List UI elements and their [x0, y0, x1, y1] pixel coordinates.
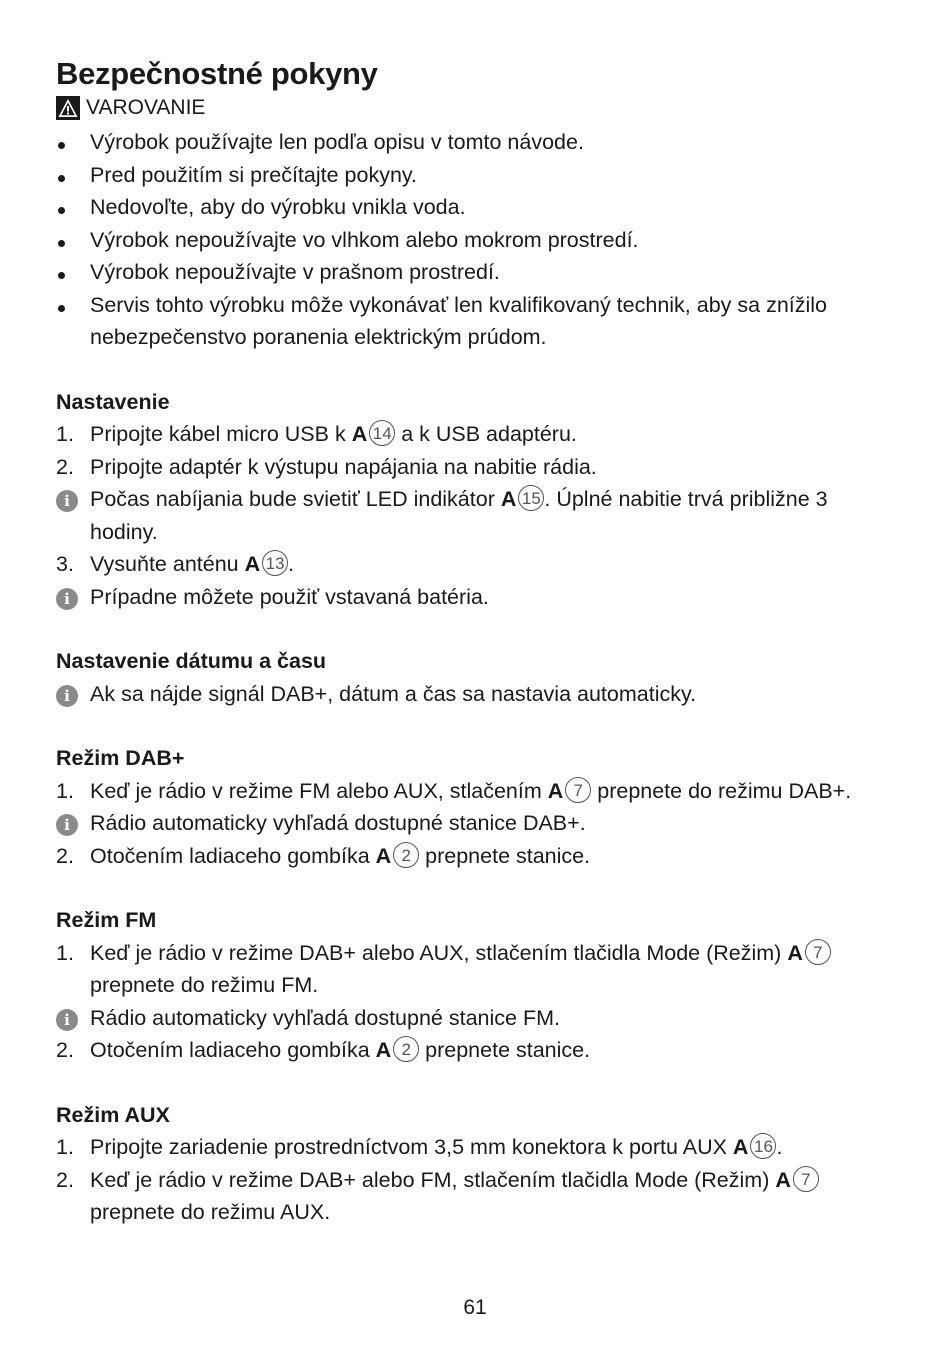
- section-title: Režim FM: [56, 908, 157, 932]
- text-run: Prípadne môžete použiť vstavaná batéria.: [90, 584, 489, 609]
- line-text: [90, 418, 896, 451]
- info-marker: [56, 581, 90, 614]
- circled-number: 7: [805, 939, 831, 965]
- figure-ref: A: [732, 1135, 749, 1159]
- step-item: [56, 548, 896, 581]
- circled-number: 16: [750, 1133, 776, 1159]
- info-marker: [56, 678, 90, 711]
- text-run: a k USB adaptéru.: [395, 422, 577, 446]
- info-marker: [56, 1002, 90, 1035]
- bullet-marker: [56, 159, 90, 192]
- line-text: [90, 678, 896, 711]
- step-item: [56, 451, 896, 484]
- warning-item-text: Pred použitím si prečítajte pokyny.: [90, 162, 418, 187]
- document-page: [56, 56, 896, 1229]
- text-run: Keď je rádio v režime DAB+ alebo AUX, stlačením tlačidla Mode (Režim): [90, 940, 788, 965]
- bullet-dot: [58, 272, 65, 279]
- text-run: Rádio automaticky vyhľadá dostupné stanice DAB+.: [90, 811, 586, 835]
- bullet-marker: [56, 256, 90, 289]
- warning-item: [56, 256, 896, 289]
- info-icon: i: [56, 588, 78, 610]
- text-run: Rádio automaticky vyhľadá dostupné stanice FM.: [90, 1005, 560, 1030]
- text-run: Vysuňte anténu: [90, 552, 245, 576]
- text-run: prepnete do režimu AUX.: [90, 1200, 331, 1224]
- circled-number: 2: [393, 842, 419, 868]
- warning-item: [56, 159, 896, 192]
- line-text: [90, 775, 896, 808]
- section-title: Nastavenie dátumu a času: [56, 649, 327, 673]
- info-icon: i: [56, 1009, 78, 1031]
- text-run: prepnete do režimu FM.: [90, 973, 319, 997]
- line-text: [90, 548, 896, 581]
- step-item: [56, 840, 896, 873]
- warning-label: VAROVANIE: [86, 96, 206, 119]
- line-text: [90, 937, 896, 1002]
- text-run: .: [776, 1135, 783, 1159]
- step-item: [56, 775, 896, 808]
- figure-ref: A: [351, 422, 368, 446]
- text-run: Ak sa nájde signál DAB+, dátum a čas sa nastavia automaticky.: [90, 681, 697, 706]
- text-run: Pripojte adaptér k výstupu napájania na nabitie rádia.: [90, 454, 597, 479]
- line-text: [90, 1002, 896, 1035]
- warning-item: [56, 191, 896, 224]
- figure-ref: A: [547, 778, 564, 803]
- circled-number: 14: [369, 420, 395, 446]
- info-note: [56, 483, 896, 548]
- info-icon: i: [56, 685, 78, 707]
- text-run: Počas nabíjania bude svietiť LED indikátor: [90, 487, 501, 511]
- info-icon: i: [56, 814, 78, 836]
- bullet-marker: [56, 289, 90, 354]
- bullet-marker: [56, 126, 90, 159]
- step-item: [56, 1131, 896, 1164]
- step-item: [56, 418, 896, 451]
- text-run: Pripojte zariadenie prostredníctvom 3,5 mm konektora k portu AUX: [90, 1135, 733, 1159]
- step-number: 2.: [56, 454, 74, 479]
- section-title: Režim DAB+: [56, 746, 185, 770]
- line-text: [90, 1131, 896, 1164]
- text-run: Pripojte kábel micro USB k: [90, 422, 352, 446]
- text-run: Otočením ladiaceho gombíka: [90, 843, 376, 868]
- step-number: 3.: [56, 552, 74, 576]
- text-run: .: [288, 552, 295, 576]
- warning-item: [56, 126, 896, 159]
- bullet-dot: [58, 305, 65, 312]
- text-run: prepnete stanice.: [419, 1038, 591, 1062]
- circled-number: 2: [393, 1036, 419, 1062]
- step-number: 1.: [56, 940, 74, 965]
- step-item: [56, 1034, 896, 1067]
- line-text: [90, 581, 896, 614]
- circled-number: 15: [518, 485, 544, 511]
- figure-ref: A: [375, 843, 392, 868]
- step-item: [56, 1164, 896, 1229]
- page-title: Bezpečnostné pokyny: [56, 56, 378, 91]
- line-text: [90, 807, 896, 840]
- line-text: [90, 483, 896, 548]
- bullet-dot: [58, 207, 65, 214]
- circled-number: 7: [793, 1166, 819, 1192]
- figure-ref: A: [500, 487, 517, 511]
- bullet-marker: [56, 224, 90, 257]
- text-run: prepnete stanice.: [419, 843, 591, 868]
- figure-ref: A: [775, 1167, 791, 1192]
- warning-triangle-icon: [56, 96, 80, 120]
- step-item: [56, 937, 896, 1002]
- warning-list: [56, 126, 896, 354]
- warning-item: [56, 224, 896, 257]
- info-marker: [56, 483, 90, 548]
- section-title: Nastavenie: [56, 389, 170, 414]
- bullet-dot: [58, 240, 65, 247]
- warning-item-text: Servis tohto výrobku môže vykonávať len kvalifikovaný technik, aby sa znížilo nebezpečenstvo poranenia elektrickým prúdom.: [90, 292, 828, 349]
- text-run: prepnete do režimu DAB+.: [591, 778, 852, 803]
- line-text: [90, 451, 896, 484]
- step-number: 1.: [56, 778, 74, 803]
- step-number: 1.: [56, 422, 74, 446]
- text-run: Keď je rádio v režime FM alebo AUX, stlačením: [90, 778, 548, 803]
- info-note: [56, 807, 896, 840]
- page-number: 61: [463, 1296, 487, 1319]
- info-marker: [56, 807, 90, 840]
- bullet-dot: [58, 175, 65, 182]
- text-run: Otočením ladiaceho gombíka: [90, 1038, 376, 1062]
- info-note: [56, 1002, 896, 1035]
- figure-ref: A: [787, 940, 803, 965]
- step-number: 2.: [56, 1038, 74, 1062]
- bullet-dot: [58, 142, 65, 149]
- warning-item-text: Nedovoľte, aby do výrobku vnikla voda.: [90, 195, 466, 219]
- line-text: [90, 1164, 896, 1229]
- warning-item-text: Výrobok používajte len podľa opisu v tomto návode.: [90, 130, 584, 154]
- line-text: [90, 840, 896, 873]
- warning-header: [56, 96, 896, 120]
- warning-item: [56, 289, 896, 354]
- figure-ref: A: [244, 552, 261, 576]
- info-icon: i: [56, 490, 78, 512]
- circled-number: 13: [262, 550, 288, 576]
- step-number: 2.: [56, 1167, 74, 1192]
- info-note: [56, 581, 896, 614]
- warning-item-text: Výrobok nepoužívajte vo vlhkom alebo mokrom prostredí.: [90, 227, 639, 252]
- text-run: . Úplné nabitie trvá približne 3 hodiny.: [90, 487, 828, 544]
- step-number: 2.: [56, 843, 74, 868]
- section-title: Režim AUX: [56, 1102, 170, 1127]
- sections: [56, 386, 896, 1229]
- line-text: [90, 1034, 896, 1067]
- info-note: [56, 678, 896, 711]
- figure-ref: A: [375, 1038, 392, 1062]
- bullet-marker: [56, 191, 90, 224]
- text-run: Keď je rádio v režime DAB+ alebo FM, stlačením tlačidla Mode (Režim): [90, 1167, 776, 1192]
- step-number: 1.: [56, 1135, 74, 1159]
- warning-item-text: Výrobok nepoužívajte v prašnom prostredí.: [90, 260, 500, 284]
- circled-number: 7: [565, 777, 591, 803]
